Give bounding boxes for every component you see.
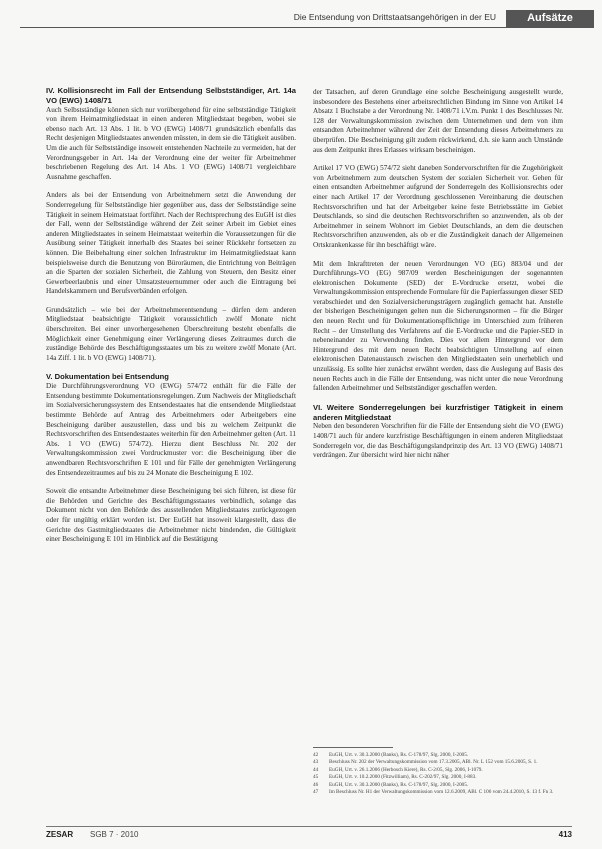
footnote-number: 44 — [313, 766, 319, 773]
footnote — [313, 789, 563, 796]
footnote-number: 42 — [313, 752, 319, 758]
footnote-rule — [313, 747, 393, 748]
paragraph: Artikel 17 VO (EWG) 574/72 sieht daneben Sondervorschriften für die Zugehörigkeit von Arbeitnehmern zum deutschen System der sozialen Sicherheit vor. Gehen für einen entsandten Arbeitnehmer aufgrund der Sonderregeln des Kollisionsrechts oder einer nach Artikel 17 der Verordnung geschlossenen Vereinbarung die deutschen Rechtsvorschriften und hat der Arbeitgeber keine feste Betriebsstätte im Gebiet Deutschlands, so sind die deutschen Rechtsvorschriften so anzuwenden, als ob der Arbeitnehmer in seinem Wohnort im Gebiet Deutschlands, an dem die deutschen Rechtsvorschriften anzuwenden, als ob er die Zuständigkeit danach der Allgemeinen Ortskrankenkasse für ihn beschäftigt wäre. — [313, 164, 563, 249]
footnote-text: Beschluss Nr. 202 der Verwaltungskommission vom 17.3.2005, ABl. Nr. L 152 vom 15.6.2005, S. 1. — [329, 759, 538, 766]
footnote-number: 47 — [313, 789, 319, 796]
footnotes — [313, 747, 563, 796]
page-header — [20, 10, 594, 28]
footnote-text: EuGH, Urt. v. 30.3.2000 (Banks), Rs. C-178/97, Slg. 2000, I-2005. — [329, 752, 469, 758]
footnote — [313, 774, 563, 781]
paragraph: Die Durchführungsverordnung VO (EWG) 574/72 enthält für die Fälle der Entsendung bestimmte Dokumentationsregelungen. Zum Nachweis der Mitgliedschaft im Sozialversicherungssystem des Entsendestaates hat die entsendende Mitgliedstaat bestimmte Behörde auf Antrag des Arbeitnehmers oder Arbeitgebers eine Bescheinigung darüber auszustellen, dass und bis zu welchem Zeitpunkt die Rechtsvorschriften des Entsendestaates weiterhin für den Arbeitnehmer gelten (Art. 11 Abs. 1 VO (EWG) 574/72). Hierzu dient Beschluss Nr. 202 der Verwaltungskommission zwei Vordruckmuster vor: die Bescheinigung über die anwendbaren Rechtsvorschriften E 101 und für Fälle der genehmigten Verlängerung des Entsendezeitraumes auf bis zu 24 Monate die Bescheinigung E 102. — [46, 382, 296, 477]
footnote-text: EuGH, Urt. v. 30.3.2000 (Banks), Rs. C-178/97, Slg. 2000, I-2005. — [329, 781, 469, 788]
right-column — [313, 88, 563, 470]
footnote — [313, 759, 563, 766]
section-heading: V. Dokumentation bei Entsendung — [46, 372, 169, 382]
header-rule — [20, 27, 594, 28]
section-heading: IV. Kollisionsrecht im Fall der Entsendung Selbstständiger, Art. 14a VO (EWG) 1408/71 — [46, 86, 296, 105]
footer-rule — [46, 826, 572, 827]
footnote-number: 45 — [313, 774, 319, 781]
journal-name: ZESAR — [46, 830, 74, 839]
issue-info: SGB 7 · 2010 — [90, 830, 139, 839]
footnote — [313, 752, 563, 759]
paragraph: Neben den besonderen Vorschriften für die Fälle der Entsendung sieht die VO (EWG) 1408/71 auch für andere kurzfristige Beschäftigungen in einem anderen Mitgliedstaat Sonderregeln vor, die das Beschäftigungslandprinzip des Art. 13 VO (EWG) 1408/71 verdrängen. Zur übersicht wird hier nicht näher — [313, 422, 563, 460]
paragraph: der Tatsachen, auf deren Grundlage eine solche Bescheinigung ausgestellt wurde, insbesondere des Bestehens einer arbeitsrechtlichen Bindung im Sinne von Artikel 14 Absatz 1 Buchstabe a der Verordnung Nr. 1408/71 i.V.m. Punkt 1 des Beschlusses Nr. 128 der Verwaltungskommission zwischen dem Unternehmen und dem von ihm entsandten Arbeitnehmer während der Zeit der Entsendung dieses Arbeitnehmers zu überprüfen. Die Bescheinigung gilt zudem rückwirkend, d.h. sie kann auch Umstände aus dem Zeitpunkt ihres Erlasses wirksam bescheinigen. — [313, 88, 563, 154]
paragraph: Auch Selbstständige können sich nur vorübergehend für eine selbstständige Tätigkeit von ihrem Heimatmitgliedstaat in einen anderen Mitgliedstaat begeben, wobei sie ebenso nach Art. 13 Abs. 1 lit. b VO (EWG) 1408/71 grundsätzlich ebenfalls das Recht desjenigen Mitgliedstaates anwenden müssten, in dem sie die Tätigkeit ausüben. Um die auch für Selbstständige insoweit entstehenden Nachteile zu vermeiden, hat der Verordnungsgeber in Art. 14a der Verordnung eine der weiter für Arbeitnehmer beschriebenen Regelung des Art. 14 Abs. 1 VO (EWG) 1408/71 vergleichbare Ausnahme geschaffen. — [46, 105, 296, 181]
footnote-number: 46 — [313, 781, 319, 788]
section-tab: Aufsätze — [506, 10, 594, 27]
page-number: 413 — [558, 830, 572, 839]
paragraph: Soweit die entsandte Arbeitnehmer diese Bescheinigung bei sich führen, ist diese für die Behörden und Gerichte des Beschäftigungsstaates verbindlich, solange das Dokument nicht von den Behörde des ausstellenden Mitgliedstaates zurückgezogen oder für ungültig erklärt worden ist. Der EuGH hat insoweit klargestellt, dass die Gerichte des Gastmitgliedstaates die Arbeitnehmer nicht bindenden, die Gültigkeit einer Bescheinigung E 101 im Hinblick auf die Bestätigung — [46, 487, 296, 544]
footnote-text: EuGH, Urt. v. 10.2.2000 (Fitzwilliam), Rs. C-202/97, Slg. 2000, I-883. — [329, 774, 477, 781]
paragraph: Anders als bei der Entsendung von Arbeitnehmern setzt die Anwendung der Sonderregelung für Selbstständige hier gegenüber aus, dass der Selbstständige seine Tätigkeit in seinem Heimatstaat fortführt. Nach der Rechtsprechung des EuGH ist dies der Fall, wenn der Selbstständige während der Zeit seiner Arbeit im Gebiet eines anderen Mitgliedstaates in seinem Heimatstaat weiterhin die Voraussetzungen für die Ausübung seiner Tätigkeit innerhalb des Staates bei seiner Rückkehr fortsetzen zu können. Die Beibehaltung einer solchen Infrastruktur im Heimatmitgliedstaat kann beispielsweise durch die Benutzung von Büroräumen, die Entrichtung von Beiträgen an die Sparten der sozialen Sicherheit, die Zahlung von Steuern, den Besitz einer Gewerbeerlaubnis und einer Umsatzsteuernummer oder auch die Eintragung bei Handelskammern und Berufsverbänden erfolgen. — [46, 191, 296, 296]
running-title: Die Entsendung von Drittstaatsangehörigen in der EU — [293, 12, 496, 22]
footnote-number: 43 — [313, 759, 319, 766]
paragraph: Grundsätzlich – wie bei der Arbeitnehmerentsendung – dürfen dem anderen Mitgliedstaat beabsichtigte Tätigkeit voraussichtlich zwölf Monate nicht überschreiten. Bei einer unvorhergesehenen Überschreitung besteht ebenfalls die Möglichkeit einer Genehmigung einer Verlängerung dieses Zeitraumes durch die zuständige Behörde des Beschäftigungsstaates um bis zu weitere zwölf Monate (Art. 14a Ziff. 1 lit. b VO (EWG) 1408/71). — [46, 305, 296, 362]
footnote-text: EuGH, Urt. v. 26.1.2006 (Herbosch Kiere), Rs. C-2/05, Slg. 2006, I-1079. — [329, 766, 483, 773]
paragraph: Mit dem Inkrafttreten der neuen Verordnungen VO (EG) 883/04 und der Durchführungs-VO (EG) 987/09 werden Bescheinigungen der sogenannten elektronischen Dokumente (SED) der E-Vordrucke ersetzt, wobei die Verwaltungskommission entsprechende Formulare für die Papierfassungen dieser SED verabschiedet und den Sozialversicherungsträgern zugänglich gemacht hat. Anstelle der bisherigen Bescheinigungen gelten nun die Sicherungsnormen – für die Bürger den neuen Recht und für Dokumentationspflichtige im Unterschied zum früheren Recht – der Umstellung des Verfahrens auf die E-Vordrucke und die Papier-SED in nebeneinander zu Verwendung finden. Dies vor allem Hintergrund vor dem Hintergrund des mit dem neuen Recht beabsichtigten Umstellung auf einen elektronischen Datenaustausch zwischen den Mitgliedstaaten sein unerheblich und unzulässig. Es sollte hier zunächst erwähnt werden, dass die Auslegung auf Basis des neuen Rechts auch in die Fälle der Entsendung, was nicht unter die neue Verordnung fallenden Arbeitnehmer und Selbstständiger geschaffen werden. — [313, 259, 563, 393]
page-footer — [46, 830, 572, 842]
section-heading: VI. Weitere Sonderregelungen bei kurzfristiger Tätigkeit in einem anderen Mitgliedstaat — [313, 402, 563, 422]
footnote-text: Im Beschluss Nr. H1 der Verwaltungskommission vom 12.6.2009, ABl. C 106 vom 24.4.2010, S. 13 f. Fn 3. — [329, 789, 554, 796]
left-column — [46, 86, 296, 554]
footnote — [313, 782, 563, 789]
